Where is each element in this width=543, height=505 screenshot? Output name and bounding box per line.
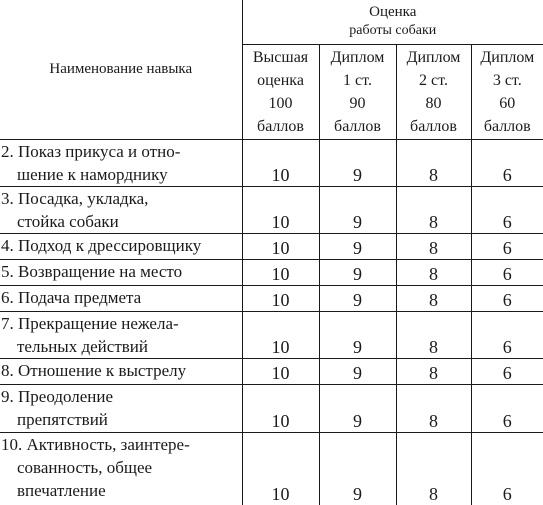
score-diploma-1: 9: [319, 384, 396, 432]
score-diploma-2: 8: [396, 259, 471, 285]
score-highest: 10: [242, 186, 319, 233]
grade-header-diploma-3: [471, 44, 543, 139]
score-highest: 10: [242, 384, 319, 432]
score-diploma-1: 9: [319, 358, 396, 384]
group-header-line: Оценка: [243, 2, 543, 22]
skill-line: 8. Отношение к выстрелу: [1, 359, 242, 382]
grade-header-diploma-2: [396, 44, 471, 139]
score-diploma-2: 8: [396, 358, 471, 384]
skill-name: [0, 384, 242, 432]
grade-header-line: 80: [397, 92, 471, 115]
skill-line: 10. Активность, заинтере-: [1, 433, 242, 456]
grade-header-line: 90: [320, 92, 396, 115]
grade-header-diploma-1: [319, 44, 396, 139]
grade-header-line: Диплом: [397, 46, 471, 69]
grade-header-line: Диплом: [472, 46, 543, 69]
skill-line: шение к наморднику: [1, 163, 242, 186]
grade-header-line: 2 ст.: [397, 69, 471, 92]
score-diploma-2: 8: [396, 186, 471, 233]
skill-name: [0, 358, 242, 384]
score-diploma-3: 6: [471, 311, 543, 358]
score-diploma-2: 8: [396, 432, 471, 505]
score-diploma-1: 9: [319, 432, 396, 505]
skill-line: стойка собаки: [1, 210, 242, 233]
score-diploma-3: 6: [471, 358, 543, 384]
score-diploma-3: 6: [471, 384, 543, 432]
skill-name: [0, 311, 242, 358]
table-row: [0, 139, 543, 186]
table-row: [0, 259, 543, 285]
skill-line: 5. Возвращение на место: [1, 260, 242, 283]
score-diploma-3: 6: [471, 233, 543, 259]
grade-header-line: баллов: [243, 115, 319, 138]
score-diploma-3: 6: [471, 139, 543, 186]
evaluation-group-header: [242, 0, 543, 44]
score-highest: 10: [242, 432, 319, 505]
skill-line: 7. Прекращение нежела-: [1, 312, 242, 335]
table-row: [0, 285, 543, 311]
grade-header-line: 3 ст.: [472, 69, 543, 92]
skill-line: тельных действий: [1, 335, 242, 358]
score-diploma-2: 8: [396, 233, 471, 259]
grade-header-line: баллов: [472, 115, 543, 138]
skill-line: 3. Посадка, укладка,: [1, 187, 242, 210]
skill-line: впечатление: [1, 479, 242, 502]
score-diploma-1: 9: [319, 285, 396, 311]
grade-header-line: 1 ст.: [320, 69, 396, 92]
skill-line: 2. Показ прикуса и отно-: [1, 140, 242, 163]
grade-header-line: 60: [472, 92, 543, 115]
skill-line: 4. Подход к дрессировщику: [1, 234, 242, 257]
score-highest: 10: [242, 233, 319, 259]
score-highest: 10: [242, 285, 319, 311]
skill-line: 9. Преодоление: [1, 385, 242, 408]
skill-name: [0, 285, 242, 311]
grade-header-line: баллов: [397, 115, 471, 138]
score-diploma-3: 6: [471, 186, 543, 233]
score-diploma-2: 8: [396, 384, 471, 432]
grade-header-line: Диплом: [320, 46, 396, 69]
skill-name: [0, 139, 242, 186]
group-header-line: работы собаки: [243, 22, 543, 40]
score-diploma-3: 6: [471, 259, 543, 285]
score-diploma-3: 6: [471, 432, 543, 505]
score-diploma-1: 9: [319, 311, 396, 358]
skill-name: [0, 259, 242, 285]
score-highest: 10: [242, 139, 319, 186]
score-diploma-1: 9: [319, 139, 396, 186]
grade-header-line: оценка: [243, 69, 319, 92]
grade-header-highest: [242, 44, 319, 139]
skill-name: [0, 233, 242, 259]
score-diploma-2: 8: [396, 139, 471, 186]
header-row-top: [0, 0, 543, 44]
table-row: [0, 432, 543, 505]
score-diploma-1: 9: [319, 259, 396, 285]
skill-name: [0, 432, 242, 505]
score-diploma-3: 6: [471, 285, 543, 311]
score-diploma-1: 9: [319, 233, 396, 259]
skill-line: 6. Подача предмета: [1, 286, 242, 309]
score-diploma-1: 9: [319, 186, 396, 233]
score-highest: 10: [242, 311, 319, 358]
table-row: [0, 186, 543, 233]
skill-line: сованность, общее: [1, 456, 242, 479]
skill-column-header: Наименование навыка: [0, 0, 242, 139]
skill-line: препятствий: [1, 408, 242, 431]
grade-header-line: баллов: [320, 115, 396, 138]
table-row: [0, 233, 543, 259]
score-diploma-2: 8: [396, 311, 471, 358]
grade-header-line: Высшая: [243, 46, 319, 69]
grade-header-line: 100: [243, 92, 319, 115]
score-highest: 10: [242, 259, 319, 285]
table-row: [0, 311, 543, 358]
table-row: [0, 358, 543, 384]
score-diploma-2: 8: [396, 285, 471, 311]
skill-name: [0, 186, 242, 233]
table-row: [0, 384, 543, 432]
score-highest: 10: [242, 358, 319, 384]
